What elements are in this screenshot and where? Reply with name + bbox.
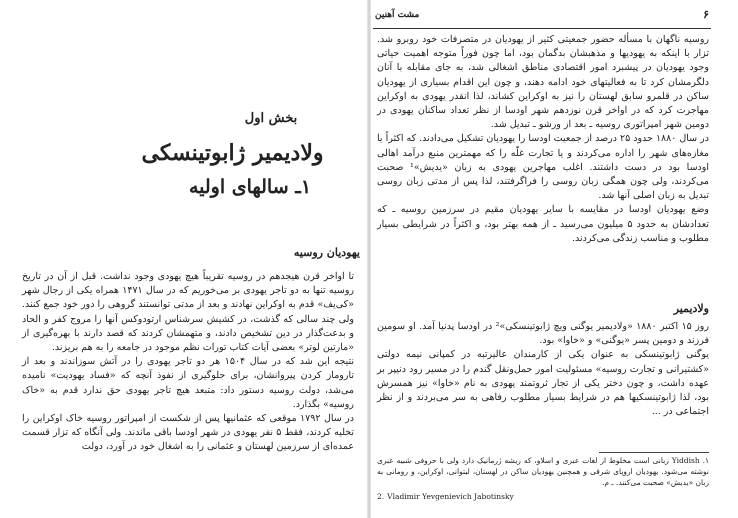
footnote-name: [377, 492, 709, 501]
paragraph: روسیه ناگهان با مسأله حضور جمعیتی کثیر از یهودیان در متصرفات خود روبرو شد. تزار با اینکه به یهودیها و مذهبشان بدگمان بود، اما چون فوراً متوجه اهمیت حیاتی وجود یهودیان در پیشبرد امور اقتصادی مناطق اشغالی شد، به جای مقابله با آنان دلگرمشان کرد تا به فعالیتهای خود ادامه دهند، و چون این اقدام بسیاری از یهودیان ساکن در قلمرو سابق لهستان را نیز به اوکراین کشاند، لذا انقدر یهودی به اوکراین مهاجرت کرد که در اواخر قرن نوزدهم شهر اودسا از نظر تعداد ساکنان یهودی در دومین شهر امپراتوری روسیه ـ بعد از ورشو ـ تبدیل شد.: [377, 34, 709, 131]
paragraph: وضع یهودیان اودسا در مقایسه با سایر یهودیان مقیم در سرزمین روسیه ـ که تعدادشان به حدود ۵ میلیون می‌رسید ـ از همه بهتر بود، و اکثراً در شرایطی بسیار مطلوب و مناسب زندگی می‌کردند.: [377, 204, 710, 244]
header-rule: [373, 28, 711, 29]
paragraph: در سال ۱۸۸۰ حدود ۲۵ درصد از جمعیت اودسا را یهودیان تشکیل می‌دادند. که اکثراً یا مغازه‌های شهر را اداره می‌کردند و یا تجارت غلّه را که مهمترین منبع درآمد اهالی اودسا بود در دست داشتند. اغلب مهاجرین یهودی به زبان «یدیش»¹ صحبت می‌کردند، ولی چون همگی زبان روسی را فراگرفتند، لذا پس از مدتی زبان روسی تبدیل به زبان اصلی آنها شد.: [377, 133, 709, 202]
paragraph: در سال ۱۷۹۲ موقعی که عثمانیها پس از شکست از امپراتور روسیه خاک اوکراین را تخلیه کردند، فقط ۵ نفر یهودی در شهر اودسا باقی ماندند. ولی آنگاه که تزار قسمت عمده‌ای از سرزمین لهستان و عثمانی را به اشغال خود در آورد، دولت: [22, 413, 355, 453]
footnote-yiddish: ۱. Yiddish زبانی است مخلوط از لغات عبری و اسلاو، که ریشه ژرمانیک دارد ولی با حروفی شبیه عبری نوشته می‌شود. یهودیان اروپای شرقی و همچنین یهودیان ساکن در لهستان، لیتوانی، اوکراین، و رومانی به زبان «یدیش» صحبت می‌کنند. ـ م.: [377, 456, 709, 487]
right-page: [369, 0, 738, 518]
paragraph: یوگنی ژابوتینسکی به عنوان یکی از کارمندان عالیرتبه در کمپانی نیمه دولتی «کشتیرانی و تجارت روسیه» مسئولیت امور حمل‌ونقل گندم را در مسیر رود دنیپر بر عهده داشت، و چون دختر یکی از تجار ثروتمند یهودی به نام «خاوا» نیز همسرش بود، لذا ژابوتینسکیها هم در شرایط بسیار مطلوب رفاهی به سر می‌بردند و از نظر اجتماعی در ...: [377, 349, 709, 418]
footnote-rule: [599, 452, 709, 453]
footnote-name-text: Vladimir Yevgenievich Jabotinsky: [387, 492, 514, 501]
chapter-subtitle: ۱ـ سالهای اولیه: [188, 176, 312, 198]
footnote-number: 2.: [377, 492, 385, 501]
right-body-text-top: [377, 33, 709, 246]
left-body-text: [22, 270, 354, 455]
section-heading-russian-jews: یهودیان روسیه: [293, 246, 360, 259]
right-body-text-bottom: [377, 320, 709, 419]
page-number: ۶: [703, 8, 709, 21]
running-title: مشت آهنین: [375, 10, 420, 20]
paragraph: نتیجه این شد که در سال ۱۵۰۴ هر دو تاجر یهودی را در آتش سوزاندند و بعد از تاروماز کردن پیروانشان، برای جلوگیری از نفوذ آنچه که «فساد یهودیت» نامیده می‌شد، دولت روسیه دستور داد: متبعد هیچ تاجر یهودی حق ندارد قدم به «خاک روسیه» بگذارد.: [22, 356, 354, 410]
section-heading-vladimir: ولادیمیر: [673, 302, 709, 315]
paragraph: تا اواخر قرن هیجدهم در روسیه تقریباً هیچ یهودی وجود نداشت. قبل از آن در تاریخ روسیه تنها به دو تاجر یهودی بر می‌خوریم که در سال ۱۴۷۱ همراه یکی از رجال شهر «کی‌یف» قدم به اوکراین نهادند و بعد از مدتی توانستند گروهی را دور خود جمع کنند. ولی چند سالی که گذشت، در کشیش سرشناس ارتودوکس آنها را مروج کفر و الحاد و بدعت‌گذار در دین تشخیص دادند، و متهمشان کردند که قصد دارند با بهره‌گیری از «مارتین لوتر» بعضی آیات کتاب تورات نظم موجود در جامعه را به هم بریزند.: [22, 271, 354, 354]
paragraph: روز ۱۵ اکتبر ۱۸۸۰ «ولادیمیر یوگنی ویچ ژابوتینسکی»² در اودسا پدنیا آمد. او سومین فرزند و دومین پسر «یوگنی» و «خاوا» بود.: [377, 321, 709, 347]
chapter-title: ولادیمیر ژابوتینسکی: [141, 140, 324, 166]
part-label: بخش اول: [244, 111, 298, 126]
